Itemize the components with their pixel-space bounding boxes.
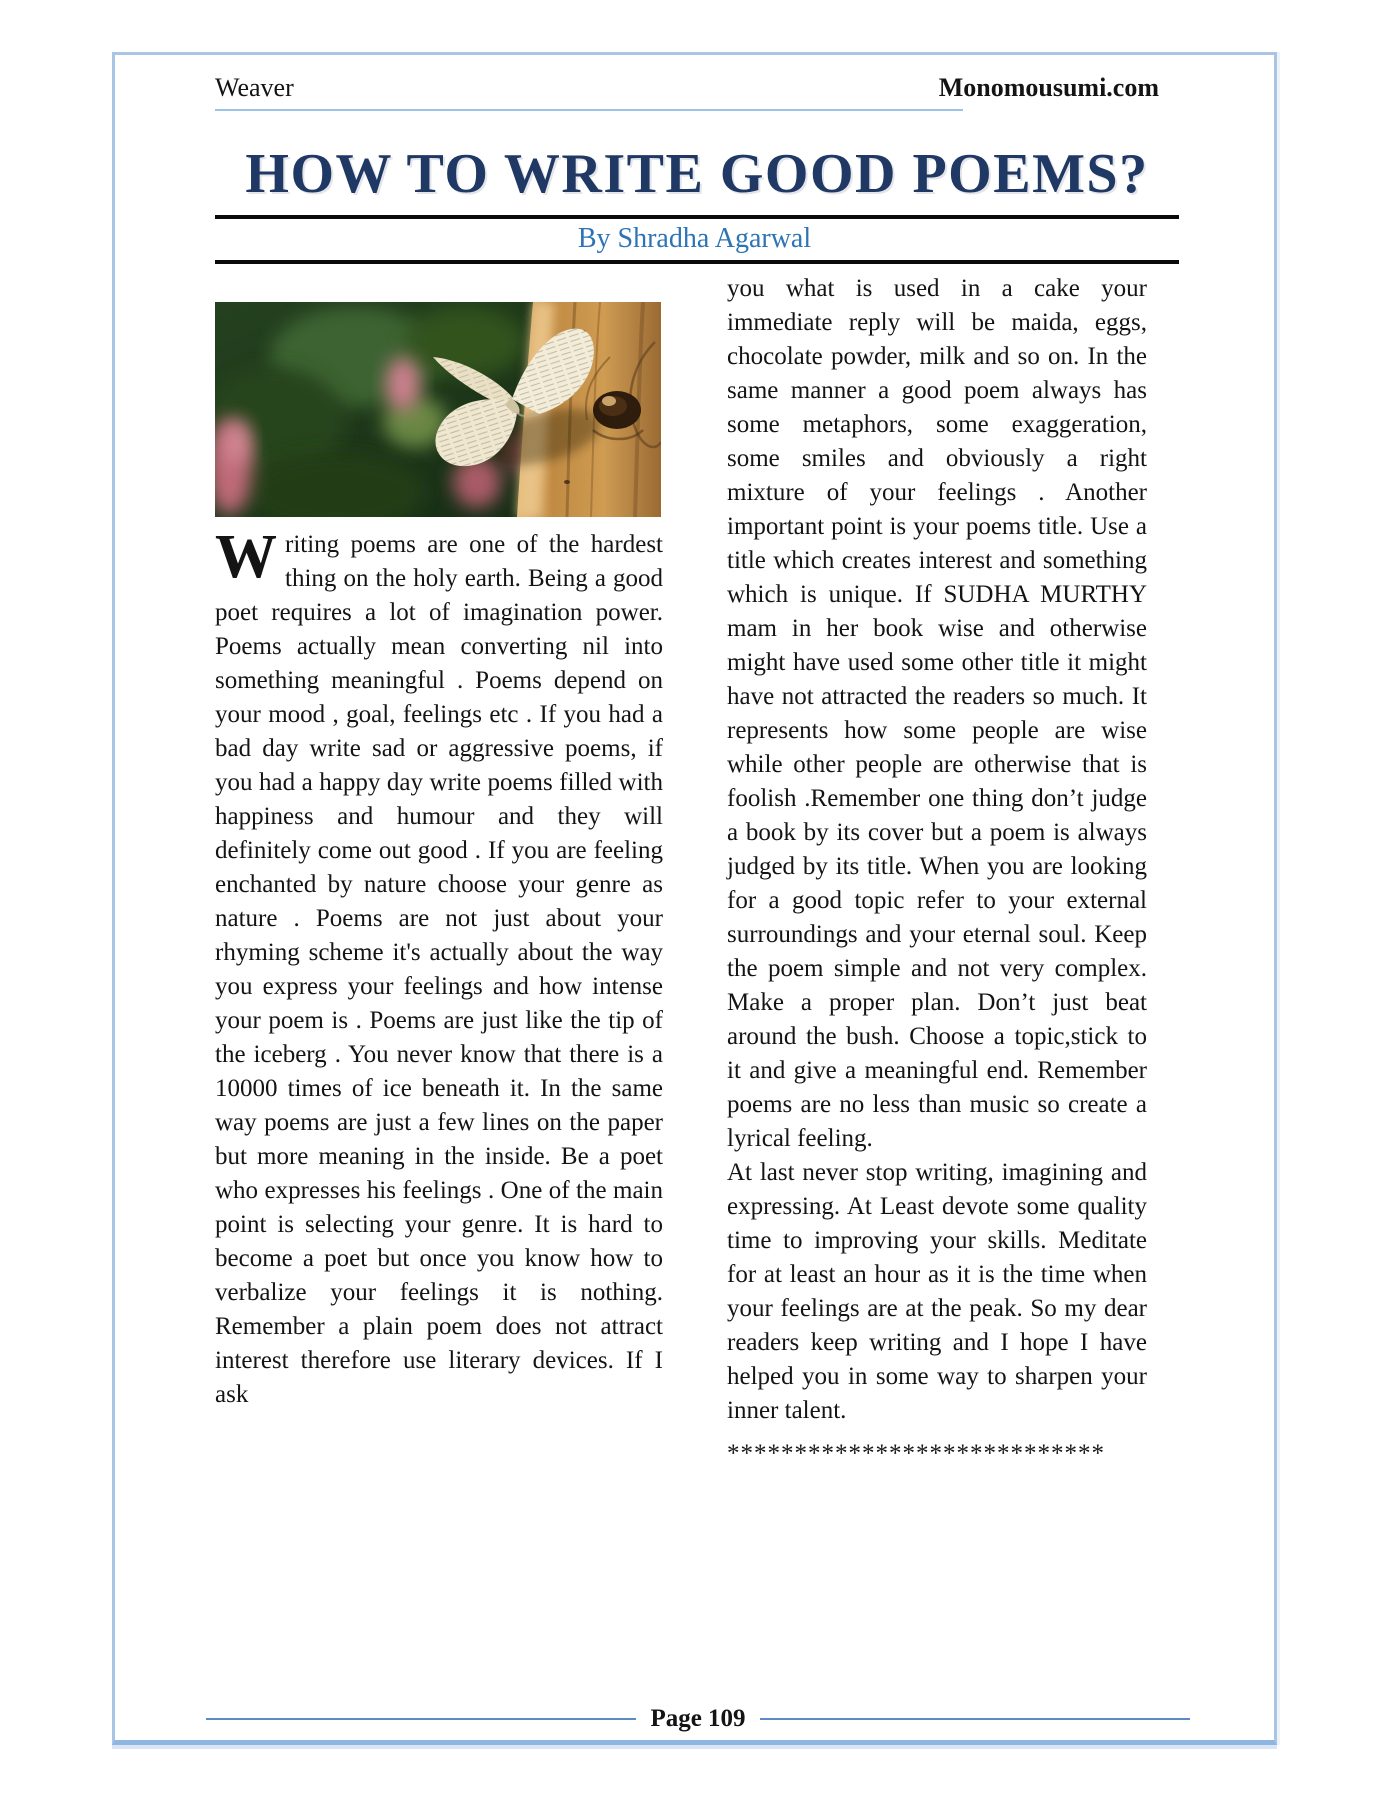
article-photo	[215, 302, 661, 517]
header-publication-name: Weaver	[215, 73, 294, 102]
right-column-paragraph-1: you what is used in a cake your immediate reply will be maida, eggs, chocolate powder, milk and so on. In the same manner a good poem always has some metaphors, some exaggeration, some smiles and obviously a right mixture of your feelings . Another important point is your poems title. Use a title which creates interest and something which is unique. If SUDHA MURTHY mam in her book wise and otherwise might have used some other title it might have not attracted the readers so much. It represents how some people are wise while other people are otherwise that is foolish .Remember one thing don’t judge a book by its cover but a poem is always judged by its title. When you are looking for a good topic refer to your external surroundings and your eternal soul. Keep the poem simple and not very complex. Make a proper plan. Don’t just beat around the bush. Choose a topic,stick to it and give a meaningful end. Remember poems are no less than music so create a lyrical feeling.	[727, 275, 1147, 1152]
title-rule-bottom	[215, 260, 1179, 264]
header-website: Monomousumi.com	[938, 73, 1159, 102]
article-columns	[215, 272, 1179, 1468]
document-page	[112, 52, 1277, 1745]
asterisk-separator: ****************************	[727, 1440, 1105, 1467]
left-column-paragraph	[215, 523, 663, 1412]
page-number: Page 109	[650, 1705, 746, 1732]
article-byline: By Shradha Agarwal	[577, 223, 812, 254]
drop-cap: W	[215, 523, 277, 591]
header-underline	[215, 109, 963, 111]
right-column	[727, 272, 1147, 1468]
page-header	[115, 73, 1274, 103]
left-column	[215, 272, 663, 1468]
left-column-text: riting poems are one of the hardest thing on the holy earth. Being a good poet requires a lot of imagination power. Poems actually mean converting nil into something meaningful . Poems depend on your mood , goal, feelings etc . If you had a bad day write sad or aggressive poems, if you had a happy day write poems filled with happiness and humour and they will definitely come out good . If you are feeling enchanted by nature choose your genre as nature . Poems are not just about your rhyming scheme it's actually about the way you express your feelings and how intense your poem is . Poems are just like the tip of the iceberg . You never know that there is a 10000 times of ice beneath it. In the same way poems are just a few lines on the paper but more meaning in the inside. Be a poet who expresses his feelings . One of the main point is selecting your genre. It is hard to become a poet but once you know how to verbalize your feelings it is nothing. Remember a plain poem does not attract interest therefore use literary devices. If I ask	[215, 531, 663, 1408]
footer-rule-left	[206, 1718, 636, 1720]
page-footer	[115, 1705, 1274, 1733]
article-title: HOW TO WRITE GOOD POEMS?	[245, 143, 1149, 205]
footer-rule-right	[760, 1718, 1190, 1720]
right-column-paragraph-2: At last never stop writing, imagining and expressing. At Least devote some quality time to improving your skills. Meditate for at least an hour as it is the time when your feelings are at the peak. So my dear readers keep writing and I hope I have helped you in some way to sharpen your inner talent.	[727, 1159, 1147, 1424]
